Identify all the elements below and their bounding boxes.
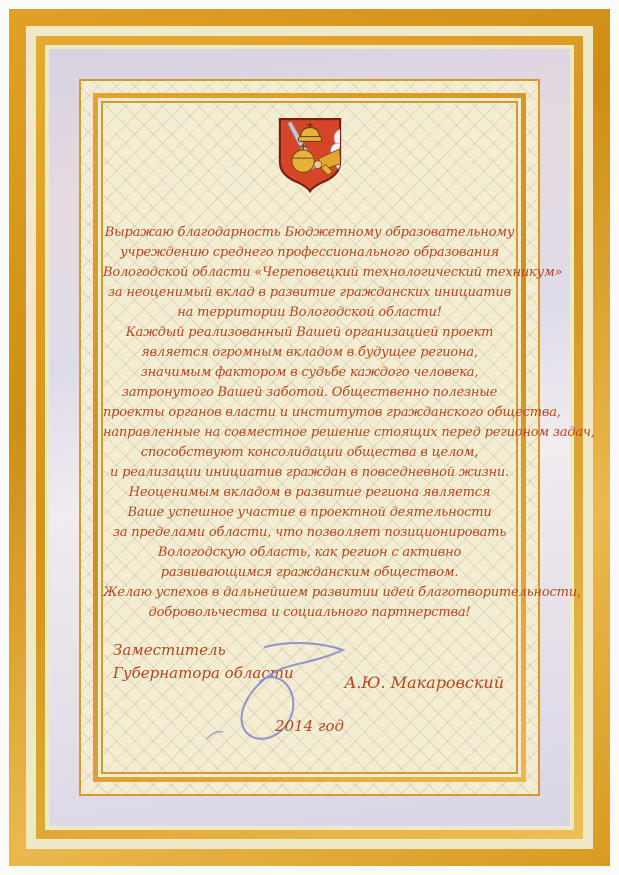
letter-line: способствуют консолидации общества в целом, — [140, 445, 479, 460]
signoff-block — [103, 637, 516, 755]
letter-line: Вологодской области «Череповецкий технологический техникум» — [103, 265, 563, 280]
letter-line: развивающимся гражданским обществом. — [160, 565, 459, 580]
letter-line: Выражаю благодарность Бюджетному образовательному — [104, 225, 515, 240]
letter-line: добровольчества и социального партнерства! — [148, 605, 471, 620]
signoff-position-line1: Заместитель — [113, 641, 226, 659]
patterned-band — [81, 81, 595, 794]
letter-line: за пределами области, что позволяет позиционировать — [112, 525, 507, 540]
letter-line: является огромным вкладом в будущее региона, — [141, 345, 478, 360]
letter-line: учреждению среднего профессионального образования — [120, 245, 499, 260]
letter-line: значимым фактором в судьбе каждого человека, — [140, 365, 479, 380]
cream-band-2 — [45, 45, 595, 830]
letter-line: и реализации инициатив граждан в повседневной жизни. — [109, 465, 510, 480]
letter-line: Ваше успешное участие в проектной деятельности — [127, 505, 492, 520]
signoff-name: А.Ю. Макаровский — [344, 673, 504, 692]
cream-band-3 — [98, 98, 595, 777]
cream-band-1 — [26, 26, 593, 849]
letter-line: направленные на совместное решение стоящих перед регионом задач, — [103, 425, 595, 440]
vologda-coat-of-arms — [267, 113, 353, 199]
letter-sheet — [103, 103, 595, 772]
gold-band-2 — [36, 36, 595, 839]
letter-line: Каждый реализованный Вашей организацией проект — [125, 325, 494, 340]
letter-line: за неоценимый вклад в развитие гражданских инициатив — [108, 285, 511, 300]
signoff-position-line2: Губернатора области — [113, 664, 294, 682]
gold-line-2 — [101, 101, 595, 774]
letter-body — [103, 223, 595, 623]
letter-line: проекты органов власти и институтов гражданского общества, — [103, 405, 561, 420]
gold-line-1 — [79, 79, 595, 796]
gold-band-3 — [93, 93, 595, 782]
year-label: 2014 год — [274, 717, 345, 735]
letter-line: затронутого Вашей заботой. Общественно полезные — [121, 385, 498, 400]
pearl-band — [49, 49, 595, 826]
letter-line: Вологодскую область, как регион с активно — [157, 545, 462, 560]
orb-icon — [291, 150, 313, 172]
letter-line: Неоценимым вкладом в развитие региона является — [128, 485, 491, 500]
letter-line: на территории Вологодской области! — [177, 305, 442, 320]
hand — [313, 161, 321, 169]
outer-gold-frame — [9, 9, 610, 866]
letter-line: Желаю успехов в дальнейшем развитии идей благотворительности, — [103, 585, 581, 600]
